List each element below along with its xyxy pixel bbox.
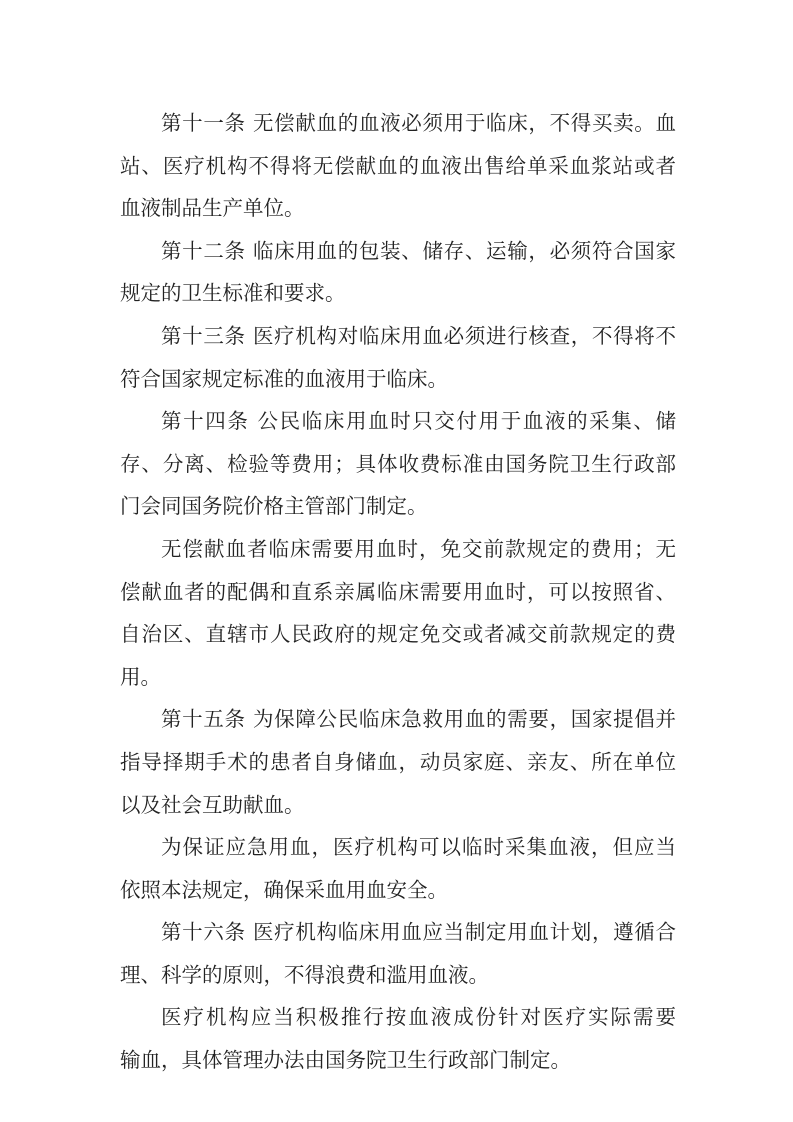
text-line: 用。 [120, 664, 161, 689]
text-line: 医疗机构应当积极推行按血液成份针对医疗实际需要 [161, 1005, 676, 1030]
text-line: 第十六条 医疗机构临床用血应当制定用血计划，遵循合 [161, 920, 676, 945]
paragraph-article-15 [120, 698, 676, 826]
text-line: 第十三条 医疗机构对临床用血必须进行核查，不得将不 [161, 323, 676, 348]
text-line: 自治区、直辖市人民政府的规定免交或者减交前款规定的费 [120, 622, 676, 647]
text-line: 血液制品生产单位。 [120, 196, 305, 221]
paragraph-article-15-clause-2 [120, 826, 676, 911]
document-body [120, 102, 676, 1082]
paragraph-article-14-clause-2 [120, 528, 676, 698]
text-line: 输血，具体管理办法由国务院卫生行政部门制定。 [120, 1048, 571, 1073]
text-line: 为保证应急用血，医疗机构可以临时采集血液，但应当 [161, 835, 676, 860]
text-line: 存、分离、检验等费用；具体收费标准由国务院卫生行政部 [120, 451, 676, 476]
text-line: 指导择期手术的患者自身储血，动员家庭、亲友、所在单位 [120, 749, 676, 774]
text-line: 理、科学的原则，不得浪费和滥用血液。 [120, 962, 489, 987]
text-line: 站、医疗机构不得将无偿献血的血液出售给单采血浆站或者 [120, 153, 676, 178]
paragraph-article-13 [120, 315, 676, 400]
text-line: 偿献血者的配偶和直系亲属临床需要用血时，可以按照省、 [120, 579, 676, 604]
text-line: 无偿献血者临床需要用血时，免交前款规定的费用；无 [161, 536, 676, 561]
text-line: 以及社会互助献血。 [120, 792, 305, 817]
text-line: 符合国家规定标准的血液用于临床。 [120, 366, 448, 391]
text-line: 第十五条 为保障公民临床急救用血的需要，国家提倡并 [161, 707, 676, 732]
text-line: 规定的卫生标准和要求。 [120, 281, 346, 306]
paragraph-article-12 [120, 230, 676, 315]
text-line: 第十四条 公民临床用血时只交付用于血液的采集、储 [161, 409, 676, 434]
text-line: 第十二条 临床用血的包装、储存、运输，必须符合国家 [161, 238, 676, 263]
paragraph-article-14 [120, 400, 676, 528]
paragraph-article-16-clause-2 [120, 996, 676, 1081]
text-line: 依照本法规定，确保采血用血安全。 [120, 877, 448, 902]
text-line: 门会同国务院价格主管部门制定。 [120, 494, 428, 519]
paragraph-article-16 [120, 911, 676, 996]
paragraph-article-11 [120, 102, 676, 230]
text-line: 第十一条 无偿献血的血液必须用于临床，不得买卖。血 [161, 111, 676, 135]
